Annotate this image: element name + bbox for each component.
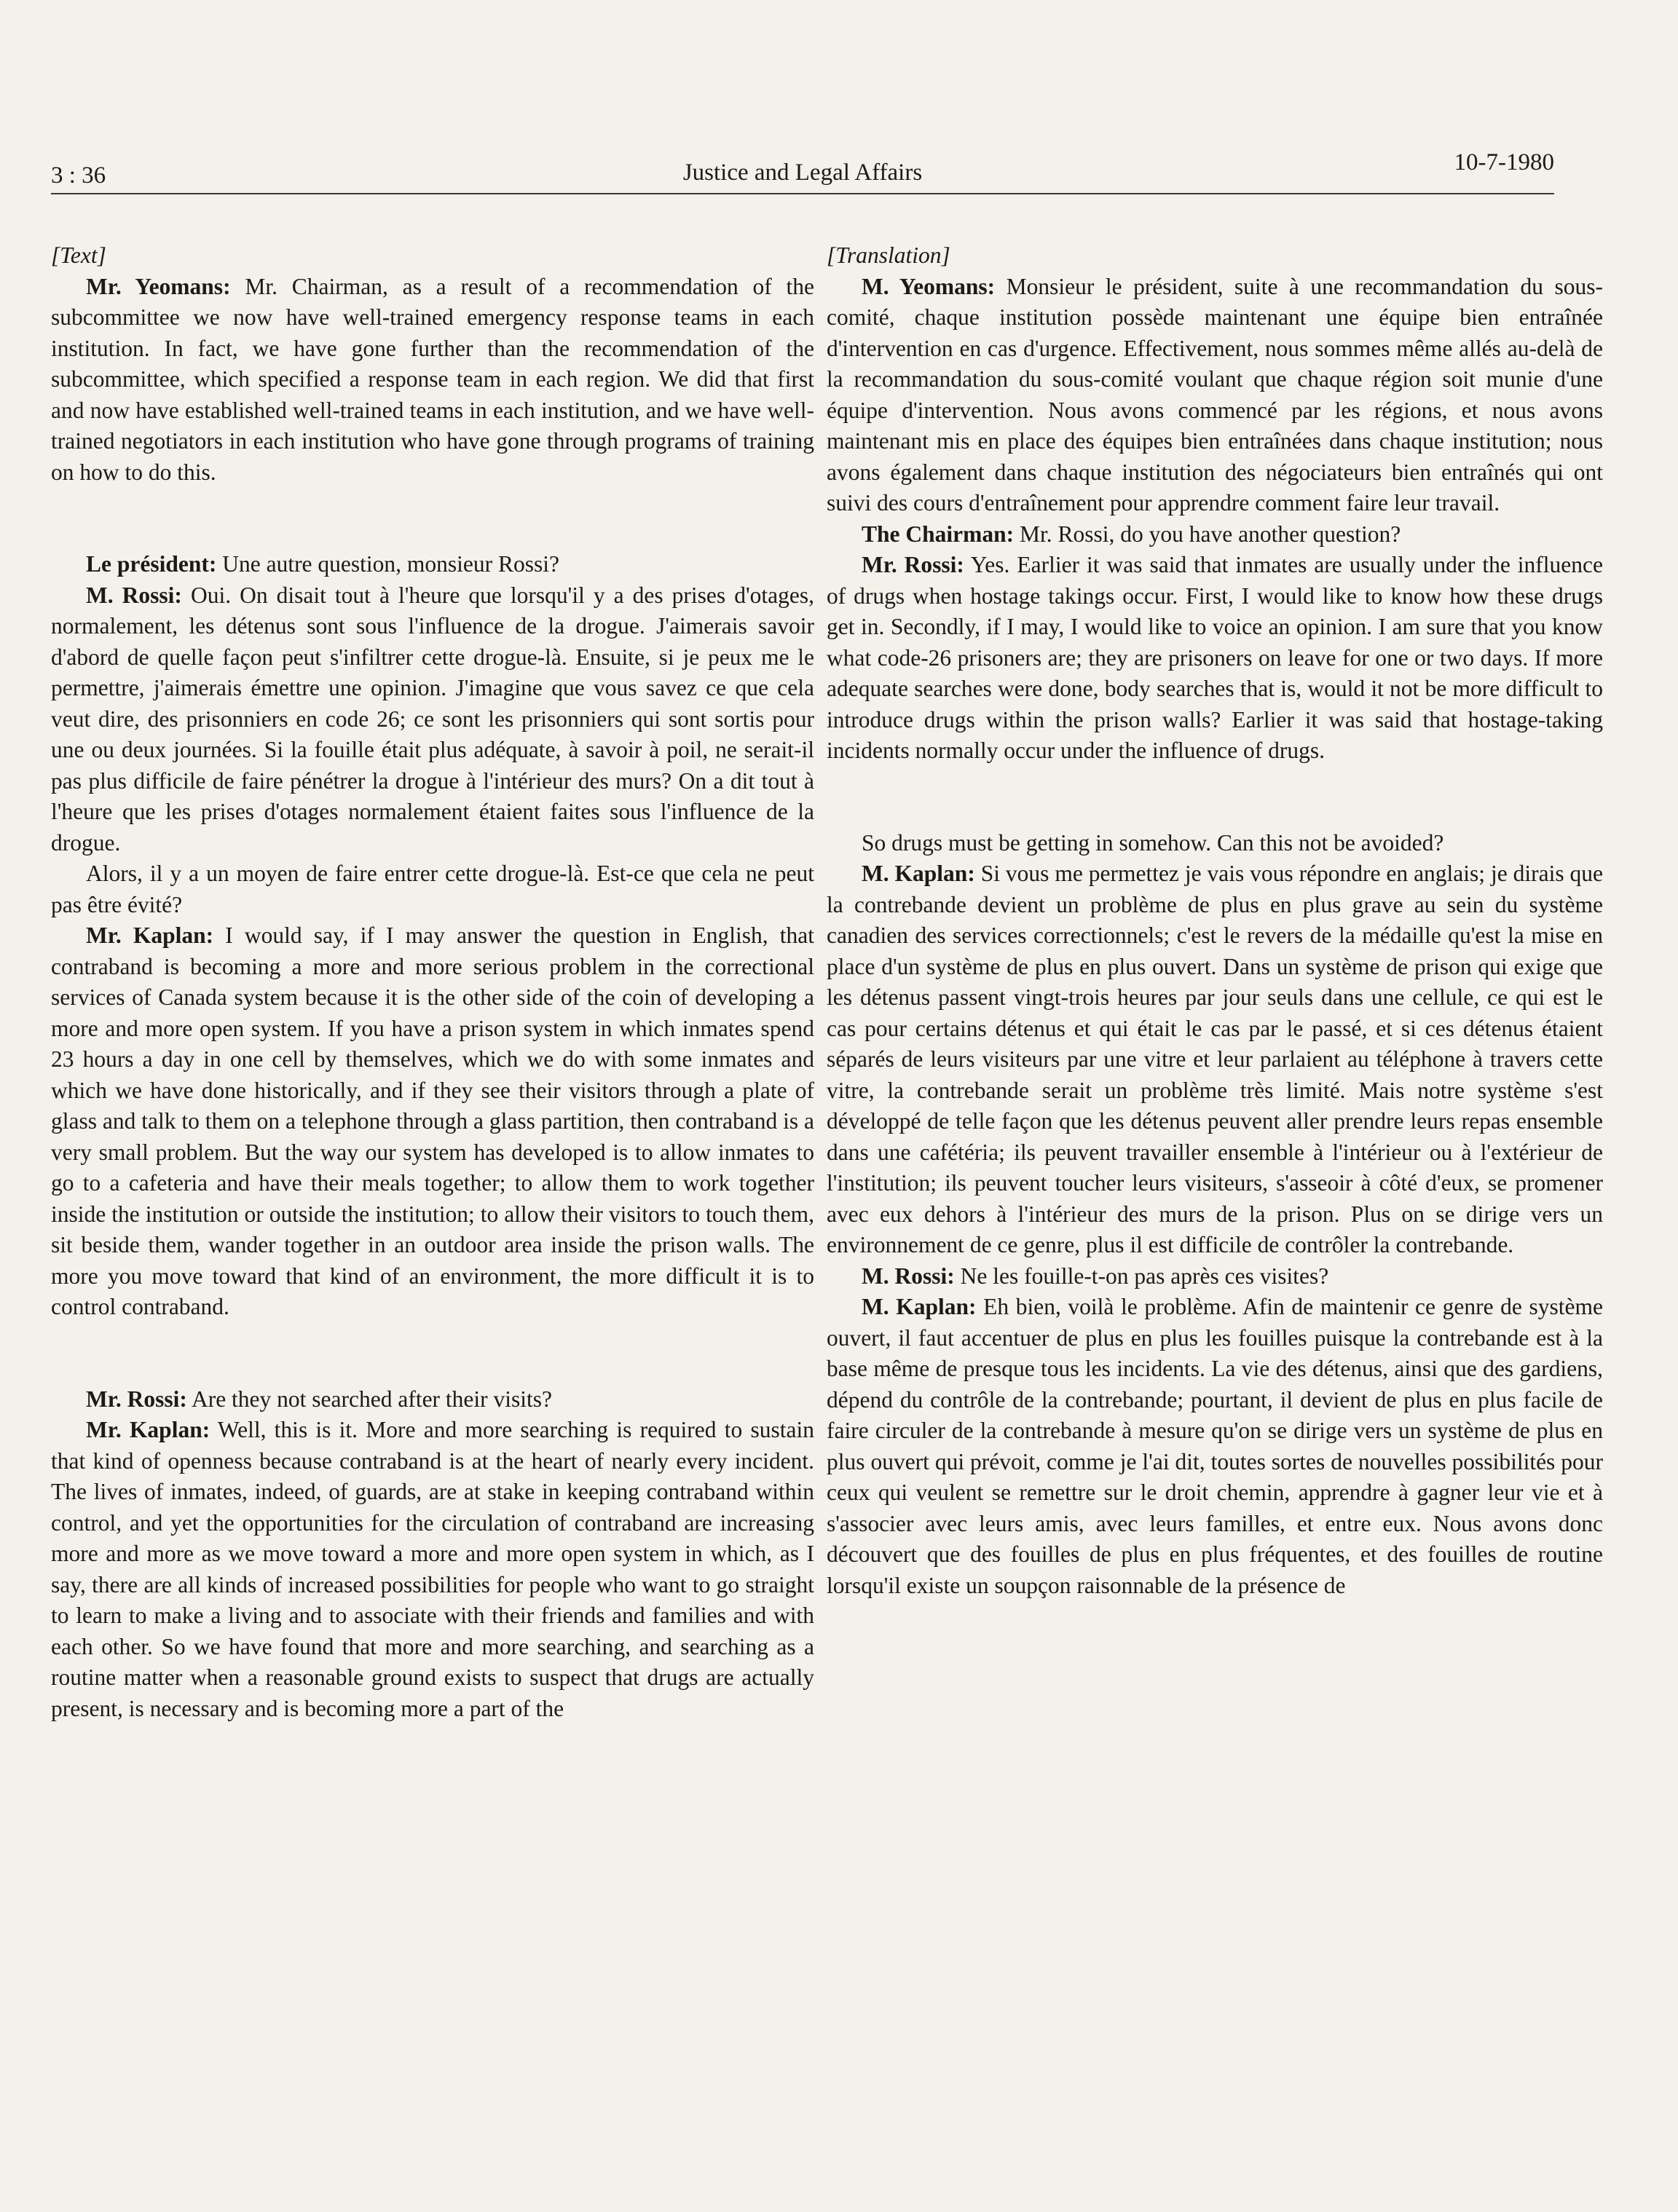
paragraph-rossi-question (827, 1261, 1603, 1292)
speaker: Mr. Kaplan: (86, 1417, 210, 1442)
paragraph-rossi-cont (827, 828, 1603, 859)
paragraph-yeomans (51, 272, 814, 489)
paragraph-kaplan (51, 920, 814, 1323)
page-header (51, 149, 1554, 194)
speaker: Mr. Yeomans: (86, 273, 231, 299)
paragraph-rossi (827, 550, 1603, 767)
speech: Yes. Earlier it was said that inmates are usually under the influence of drugs when hostage takings occur. First, I would like to know how these drugs get in. Secondly, if I may, I would like to voice an opinion. I am sure that you know what code-26 prisoners are; they are prisoners on leave for one or two days. If more adequate searches were done, body searches that is, would it not be more difficult to introduce drugs within the prison walls? Earlier it was said that hostage-taking incidents normally occur under the influence of drugs. (827, 552, 1603, 763)
page-date: 10-7-1980 (1454, 149, 1554, 175)
speech: Oui. On disait tout à l'heure que lorsqu'il y a des prises d'otages, normalement, les détenus sont sous l'influence de la drogue. J'aimerais savoir d'abord de quelle façon peut s'infiltrer cette drogue-là. Ensuite, si je peux me le permettre, j'aimerais émettre une opinion. J'imagine que vous savez ce que cela veut dire, des prisonniers en code 26; ce sont les prisonniers qui sont sortis pour une ou deux journées. Si la fouille était plus adéquate, à savoir à poil, ne serait-il pas plus difficile de faire pénétrer la drogue à l'intérieur des murs? On a dit tout à l'heure que les prises d'otages normalement étaient faites sous l'influence de la drogue. (51, 582, 814, 856)
speaker: M. Kaplan: (862, 1294, 977, 1319)
paragraph-chairman (827, 519, 1603, 550)
paragraph-president (51, 549, 814, 580)
paragraph-rossi-cont (51, 858, 814, 920)
speech: Well, this is it. More and more searching is required to sustain that kind of openness because contraband is at the heart of nearly every incident. The lives of inmates, indeed, of guards, are at stake in keeping contraband within control, and yet the opportunities for the circulation of contraband are increasing more and more as we move toward a more and more open system in which, as I say, there are all kinds of increased possibilities for people who want to go straight to learn to make a living and to associate with their friends and families and with each other. So we have found that more and more searching, and searching as a routine matter when a reasonable ground exists to suspect that drugs are actually present, is necessary and is becoming more a part of the (51, 1417, 815, 1721)
speaker: M. Kaplan: (862, 861, 975, 886)
speaker: Le président: (86, 551, 217, 577)
paragraph-rossi (51, 580, 814, 859)
speech: Mr. Rossi, do you have another question? (1014, 521, 1401, 547)
speech: Eh bien, voilà le problème. Afin de maintenir ce genre de système ouvert, il faut accentuer de plus en plus les fouilles puisque la contrebande est à la base même de presque tous les incidents. La vie des détenus, ainsi que des gardiens, dépend du contrôle de la contrebande; pourtant, il devient de plus en plus facile de faire circuler de la contrebande à mesure qu'on se dirige vers un système de plus en plus ouvert qui prévoit, comme je l'ai dit, toutes sortes de nouvelles possibilités pour ceux qui veulent se remettre sur le droit chemin, apprendre à gagner leur vie et à s'associer avec leurs amis, avec leurs familles, et entre eux. Nous avons donc découvert que des fouilles de plus en plus fréquentes, et des fouilles de routine lorsqu'il existe un soupçon raisonnable de la présence de (827, 1294, 1604, 1598)
right-column-french (827, 240, 1603, 1601)
paragraph-kaplan-answer (827, 1292, 1603, 1601)
paragraph-kaplan-answer (51, 1415, 814, 1724)
paragraph-rossi-question (51, 1384, 814, 1415)
running-title: Justice and Legal Affairs (682, 159, 923, 186)
speech: So drugs must be getting in somehow. Can this not be avoided? (862, 829, 1444, 856)
section-label-text: [Text] (51, 242, 106, 268)
speech: Mr. Chairman, as a result of a recommendation of the subcommittee we now have well-trained emergency response teams in each institution. In fact, we have gone further than the recommendation of the subcommittee, which specified a response team in each region. We did that first and now have established well-trained teams in each institution, and we have well-trained negotiators in each institution who have gone through programs of training on how to do this. (51, 273, 814, 485)
speaker: M. Rossi: (862, 1263, 955, 1289)
speech: Si vous me permettez je vais vous répondre en anglais; je dirais que la contrebande devient un problème de plus en plus grave au sein du système canadien des services correctionnels; c'est le revers de la médaille qu'est la mise en place d'un système de plus en plus ouvert. Dans un système de prison qui exige que les détenus passent vingt-trois heures par jour seuls dans une cellule, ce qui est le cas pour certains détenus et qui était le cas par le passé, et si ces détenus étaient séparés de leurs visiteurs par une vitre et leur parlaient au téléphone à travers cette vitre, la contrebande serait un problème très limité. Mais notre système s'est développé de telle façon que les détenus peuvent aller prendre leurs repas ensemble dans une cafétéria; ils peuvent travailler ensemble à l'intérieur ou à l'extérieur de l'institution; ils peuvent toucher leurs visiteurs, s'asseoir à côté d'eux, se promener avec eux dehors à l'intérieur des murs de la prison. Plus on se dirige vers un environnement de ce genre, plus il est difficile de contrôler la contrebande. (827, 861, 1603, 1257)
paragraph-yeomans (827, 272, 1603, 519)
speech: Alors, il y a un moyen de faire entrer cette drogue-là. Est-ce que cela ne peut pas être évité? (51, 861, 814, 917)
speaker: Mr. Rossi: (86, 1386, 187, 1412)
section-label-translation: [Translation] (827, 242, 950, 268)
speaker: M. Yeomans: (862, 273, 996, 299)
speech: Are they not searched after their visits? (186, 1386, 553, 1412)
speaker: Mr. Kaplan: (86, 923, 214, 948)
speech: Monsieur le président, suite à une recommandation du sous-comité, chaque institution possède maintenant une équipe bien entraînée d'intervention en cas d'urgence. Effectivement, nous sommes même allés au-delà de la recommandation du sous-comité voulant que chaque région soit munie d'une équipe d'intervention. Nous avons commencé par les régions, et nous avons maintenant mis en place des équipes bien entraînées dans chaque institution; nous avons également dans chaque institution des négociateurs bien entraînés qui ont suivi des cours d'entraînement pour apprendre comment faire leur travail. (827, 273, 1603, 516)
speaker: M. Rossi: (86, 582, 182, 608)
paragraph-kaplan (827, 858, 1603, 1261)
speech: Ne les fouille-t-on pas après ces visites? (954, 1263, 1329, 1289)
speech: Une autre question, monsieur Rossi? (216, 551, 560, 577)
speaker: The Chairman: (862, 521, 1015, 547)
left-column-english (51, 240, 814, 1724)
page-number: 3 : 36 (51, 162, 106, 189)
speech: I would say, if I may answer the question in English, that contraband is becoming a more and more serious problem in the correctional services of Canada system because it is the other side of the coin of developing a more and more open system. If you have a prison system in which inmates spend 23 hours a day in one cell by themselves, which we do with some inmates and which we have done historically, and if they see their visitors through a plate of glass and talk to them on a telephone through a glass partition, then contraband is a very small problem. But the way our system has developed is to allow inmates to go to a cafeteria and have their meals together; to allow them to work together inside the institution or outside the institution; to allow their visitors to touch them, sit beside them, wander together in an outdoor area inside the prison walls. The more you move toward that kind of an environment, the more difficult it is to control contraband. (51, 923, 814, 1319)
speaker: Mr. Rossi: (862, 552, 964, 577)
